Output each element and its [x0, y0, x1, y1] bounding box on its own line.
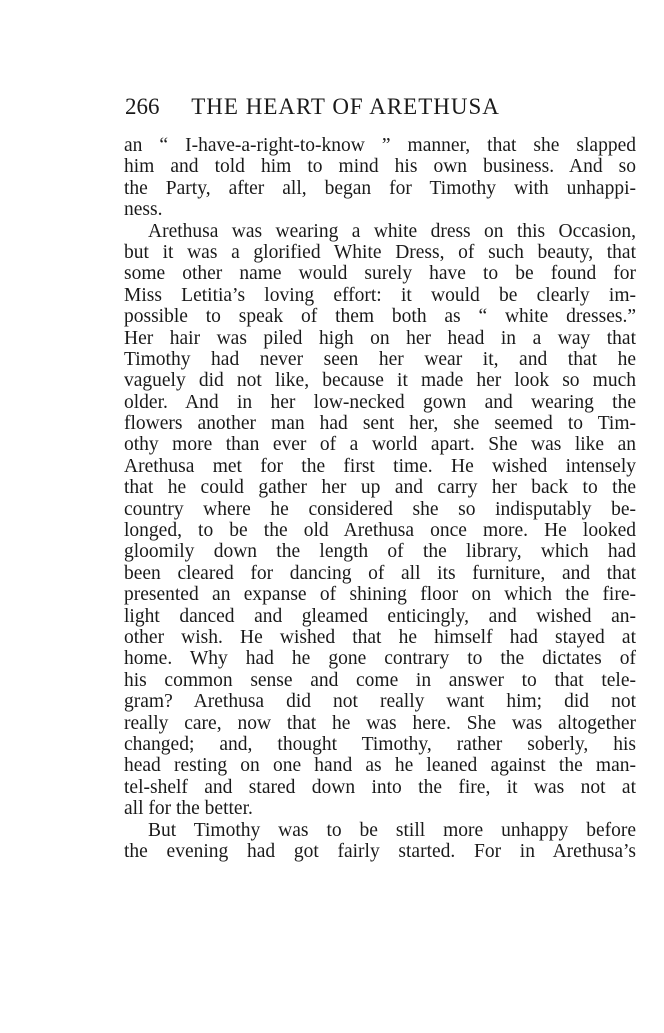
text-line: the Party, after all, began for Timothy with unhappi-: [124, 177, 636, 199]
running-title: THE HEART OF ARETHUSA: [191, 94, 500, 119]
text-line: but it was a glorified White Dress, of such beauty, that: [124, 241, 636, 263]
text-line: him and told him to mind his own business. And so: [124, 156, 636, 178]
text-line: that he could gather her up and carry her back to the: [124, 477, 636, 499]
page-number: 266: [125, 94, 160, 119]
text-line: othy more than ever of a world apart. She was like an: [124, 434, 636, 456]
text-line: his common sense and come in answer to that tele-: [124, 669, 636, 691]
text-line: tel-shelf and stared down into the fire, it was not at: [124, 776, 636, 798]
text-line: an “ I-have-a-right-to-know ” manner, that she slapped: [124, 135, 636, 156]
text-line: flowers another man had sent her, she seemed to Tim-: [124, 413, 636, 435]
running-head: [125, 92, 545, 122]
text-line: head resting on one hand as he leaned against the man-: [124, 755, 636, 777]
text-line: light danced and gleamed enticingly, and wished an-: [124, 605, 636, 627]
text-line: Timothy had never seen her wear it, and that he: [124, 348, 636, 370]
text-line: possible to speak of them both as “ white dresses.”: [124, 306, 636, 328]
text-line: But Timothy was to be still more unhappy before: [148, 819, 636, 841]
body-text: [124, 135, 636, 862]
text-line: Arethusa met for the first time. He wished intensely: [124, 455, 636, 477]
text-line: Her hair was piled high on her head in a way that: [124, 327, 636, 349]
text-line: gram? Arethusa did not really want him; did not: [124, 691, 636, 713]
text-line: the evening had got fairly started. For in Arethusa’s: [124, 840, 636, 862]
text-line: other wish. He wished that he himself had stayed at: [124, 626, 636, 648]
text-line: vaguely did not like, because it made her look so much: [124, 370, 636, 392]
text-line: all for the better.: [124, 798, 253, 820]
text-line: some other name would surely have to be found for: [124, 263, 636, 285]
text-line: older. And in her low-necked gown and wearing the: [124, 391, 636, 413]
text-line: really care, now that he was here. She was altogether: [124, 712, 636, 734]
text-line: gloomily down the length of the library, which had: [124, 541, 636, 563]
text-line: changed; and, thought Timothy, rather soberly, his: [124, 733, 636, 755]
text-line: Arethusa was wearing a white dress on this Occasion,: [148, 220, 636, 242]
text-line: been cleared for dancing of all its furniture, and that: [124, 562, 636, 584]
text-line: presented an expanse of shining floor on which the fire-: [124, 584, 636, 606]
text-line: country where he considered she so indisputably be-: [124, 498, 636, 520]
text-line: ness.: [124, 199, 163, 221]
text-line: Miss Letitia’s loving effort: it would be clearly im-: [124, 284, 636, 306]
text-line: longed, to be the old Arethusa once more. He looked: [124, 520, 636, 542]
text-line: home. Why had he gone contrary to the dictates of: [124, 648, 636, 670]
